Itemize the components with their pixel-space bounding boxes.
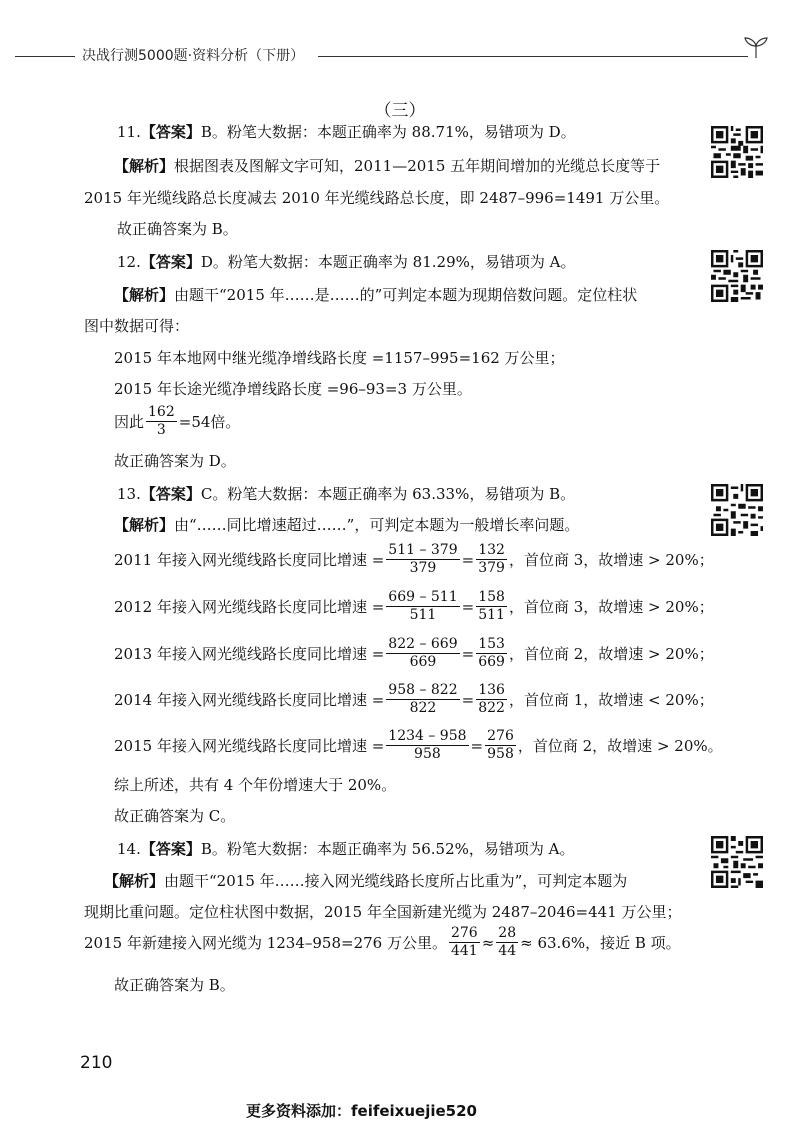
fraction-numerator: 276 (450, 925, 478, 941)
q11-analysis-1: 根据图表及图解文字可知，2011—2015 五年期间增加的光缆总长度等于 (174, 157, 661, 175)
row-fraction-2 (476, 542, 507, 577)
q13-row (114, 589, 714, 624)
fraction-denominator: 822 (409, 700, 437, 716)
row-fraction-1 (386, 636, 459, 671)
q12-answer: D。粉笔大数据：本题正确率为 81.29%，易错项为 A。 (200, 253, 576, 271)
q13-row (114, 728, 723, 763)
fraction-denominator: 958 (487, 746, 514, 762)
fraction-denominator: 669 (409, 654, 437, 670)
q12-analysis-1: 由题干“2015 年……是……的”可判定本题为现期倍数问题。定位柱状 (174, 286, 638, 304)
row-fraction-2 (476, 589, 507, 624)
q14-answer-tag: 【答案】 (140, 840, 201, 858)
q11-analysis-line-1 (114, 156, 660, 176)
q11-number: 11. (117, 123, 141, 141)
row-fraction-1 (386, 542, 459, 577)
row-fraction-1 (386, 589, 459, 624)
q11-analysis-2: 2015 年光缆线路总长度减去 2010 年光缆线路总长度，即 2487–996=1491 万公里。 (84, 189, 670, 207)
fraction-denominator: 822 (478, 700, 505, 716)
fraction-denominator: 511 (409, 607, 437, 623)
q12-calc (114, 404, 240, 439)
row-suffix: ，首位商 3，故增速 > 20%； (508, 550, 714, 569)
page-number: 210 (80, 1053, 113, 1073)
fraction-numerator: 669 – 511 (388, 589, 458, 605)
row-approx: = (470, 736, 484, 755)
q14-analysis-1: 由题干“2015 年……接入网光缆线路长度所占比重为”，可判定本题为 (164, 872, 628, 890)
q11-answer-tag: 【答案】 (140, 123, 201, 141)
row-fraction-2 (476, 682, 507, 717)
row-fraction-2 (476, 636, 507, 671)
fraction-denominator: 379 (409, 560, 437, 576)
fraction-denominator: 44 (498, 943, 517, 959)
header-title: 决战行测5000题·资料分析（下册） (82, 48, 305, 64)
row-prefix: 2015 年接入网光缆线路长度同比增速 = (114, 736, 385, 755)
q14-answer: B。粉笔大数据：本题正确率为 56.52%，易错项为 A。 (200, 840, 575, 858)
q14-fraction-2 (496, 925, 518, 960)
q11-answer: B。粉笔大数据：本题正确率为 88.71%，易错项为 D。 (200, 123, 576, 141)
row-fraction-1 (386, 728, 468, 763)
q14-analysis-tag: 【解析】 (104, 872, 165, 890)
row-prefix: 2014 年接入网光缆线路长度同比增速 = (114, 690, 385, 709)
qr-code-icon[interactable] (711, 484, 763, 536)
q12-fraction (146, 404, 177, 439)
q13-answer-line (117, 484, 575, 504)
row-prefix: 2013 年接入网光缆线路长度同比增速 = (114, 644, 385, 663)
fraction-numerator: 276 (487, 728, 514, 744)
q13-analysis-1: 由“……同比增速超过……”，可判定本题为一般增长率问题。 (174, 516, 580, 534)
q14-analysis-line-1 (104, 871, 627, 891)
q13-row (114, 682, 714, 717)
q12-number: 12. (117, 253, 141, 271)
fraction-numerator: 1234 – 958 (388, 728, 467, 744)
fraction-numerator: 28 (498, 925, 517, 941)
section-title: （三） (374, 101, 426, 121)
q11-answer-line (117, 122, 576, 142)
q14-analysis-3-prefix: 2015 年新建接入网光缆为 1234–958=276 万公里。 (84, 933, 447, 952)
q13-row (114, 636, 714, 671)
sprout-icon (740, 36, 772, 60)
header-rule-right (318, 56, 748, 57)
q14-number: 14. (117, 840, 141, 858)
qr-code-icon[interactable] (711, 836, 763, 888)
q14-fraction-1 (449, 925, 480, 960)
q13-row (114, 542, 714, 577)
fraction-denominator: 958 (414, 746, 441, 762)
qr-code-icon[interactable] (711, 250, 763, 302)
q14-analysis-3 (84, 925, 681, 960)
page-header (0, 44, 800, 68)
fraction-denominator: 511 (478, 607, 505, 623)
q13-analysis-tag: 【解析】 (114, 516, 175, 534)
row-approx: = (461, 644, 475, 663)
q12-line-b: 2015 年长途光缆净增线路长度 =96–93=3 万公里。 (114, 380, 472, 398)
q13-conclusion: 故正确答案为 C。 (114, 807, 236, 825)
row-suffix: ，首位商 2，故增速 > 20%； (508, 644, 714, 663)
q12-answer-line (117, 252, 575, 272)
q12-answer-tag: 【答案】 (140, 253, 201, 271)
row-suffix: ，首位商 2，故增速 > 20%。 (517, 736, 723, 755)
footer-contact: 更多资料添加：feifeixuejie520 (246, 1102, 477, 1120)
row-approx: = (461, 550, 475, 569)
fraction-numerator: 511 – 379 (388, 542, 458, 558)
fraction-denominator: 441 (450, 943, 478, 959)
q12-calc-prefix: 因此 (114, 412, 145, 431)
q14-answer-line (117, 839, 574, 859)
row-approx: = (461, 690, 475, 709)
fraction-denominator: 379 (478, 560, 505, 576)
row-fraction-1 (386, 682, 459, 717)
fraction-numerator: 162 (148, 404, 175, 420)
header-rule-left (15, 56, 75, 57)
q14-conclusion: 故正确答案为 B。 (114, 976, 235, 994)
q11-analysis-tag: 【解析】 (114, 157, 175, 175)
q12-line-a: 2015 年本地网中继光缆净增线路长度 =1157–995=162 万公里； (114, 349, 565, 367)
q12-analysis-tag: 【解析】 (114, 286, 175, 304)
row-suffix: ，首位商 3，故增速 > 20%； (508, 597, 714, 616)
q11-conclusion: 故正确答案为 B。 (117, 220, 238, 238)
fraction-numerator: 153 (478, 636, 505, 652)
q14-analysis-2: 现期比重问题。定位柱状图中数据，2015 年全国新建光缆为 2487–2046=441 万公里； (84, 903, 682, 921)
fraction-numerator: 136 (478, 682, 505, 698)
q13-answer: C。粉笔大数据：本题正确率为 63.33%，易错项为 B。 (200, 485, 576, 503)
q12-analysis-2: 图中数据可得： (84, 317, 190, 335)
fraction-denominator: 669 (478, 654, 505, 670)
row-prefix: 2012 年接入网光缆线路长度同比增速 = (114, 597, 385, 616)
q13-number: 13. (117, 485, 141, 503)
fraction-numerator: 958 – 822 (388, 682, 458, 698)
row-suffix: ，首位商 1，故增速 < 20%； (508, 690, 714, 709)
q14-analysis-3-suffix: ≈ 63.6%，接近 B 项。 (520, 933, 681, 952)
qr-code-icon[interactable] (711, 126, 763, 178)
q13-analysis-line-1 (114, 515, 579, 535)
q13-answer-tag: 【答案】 (140, 485, 201, 503)
fraction-numerator: 822 – 669 (388, 636, 458, 652)
q14-approx: ≈ (481, 933, 495, 952)
row-prefix: 2011 年接入网光缆线路长度同比增速 = (114, 550, 385, 569)
q12-conclusion: 故正确答案为 D。 (114, 452, 236, 470)
q12-analysis-line-1 (114, 285, 637, 305)
q12-calc-suffix: =54倍。 (178, 412, 241, 431)
fraction-numerator: 158 (478, 589, 505, 605)
fraction-numerator: 132 (478, 542, 505, 558)
fraction-denominator: 3 (156, 422, 166, 438)
row-fraction-2 (485, 728, 516, 763)
row-approx: = (461, 597, 475, 616)
q13-summary: 综上所述，共有 4 个年份增速大于 20%。 (114, 776, 397, 794)
